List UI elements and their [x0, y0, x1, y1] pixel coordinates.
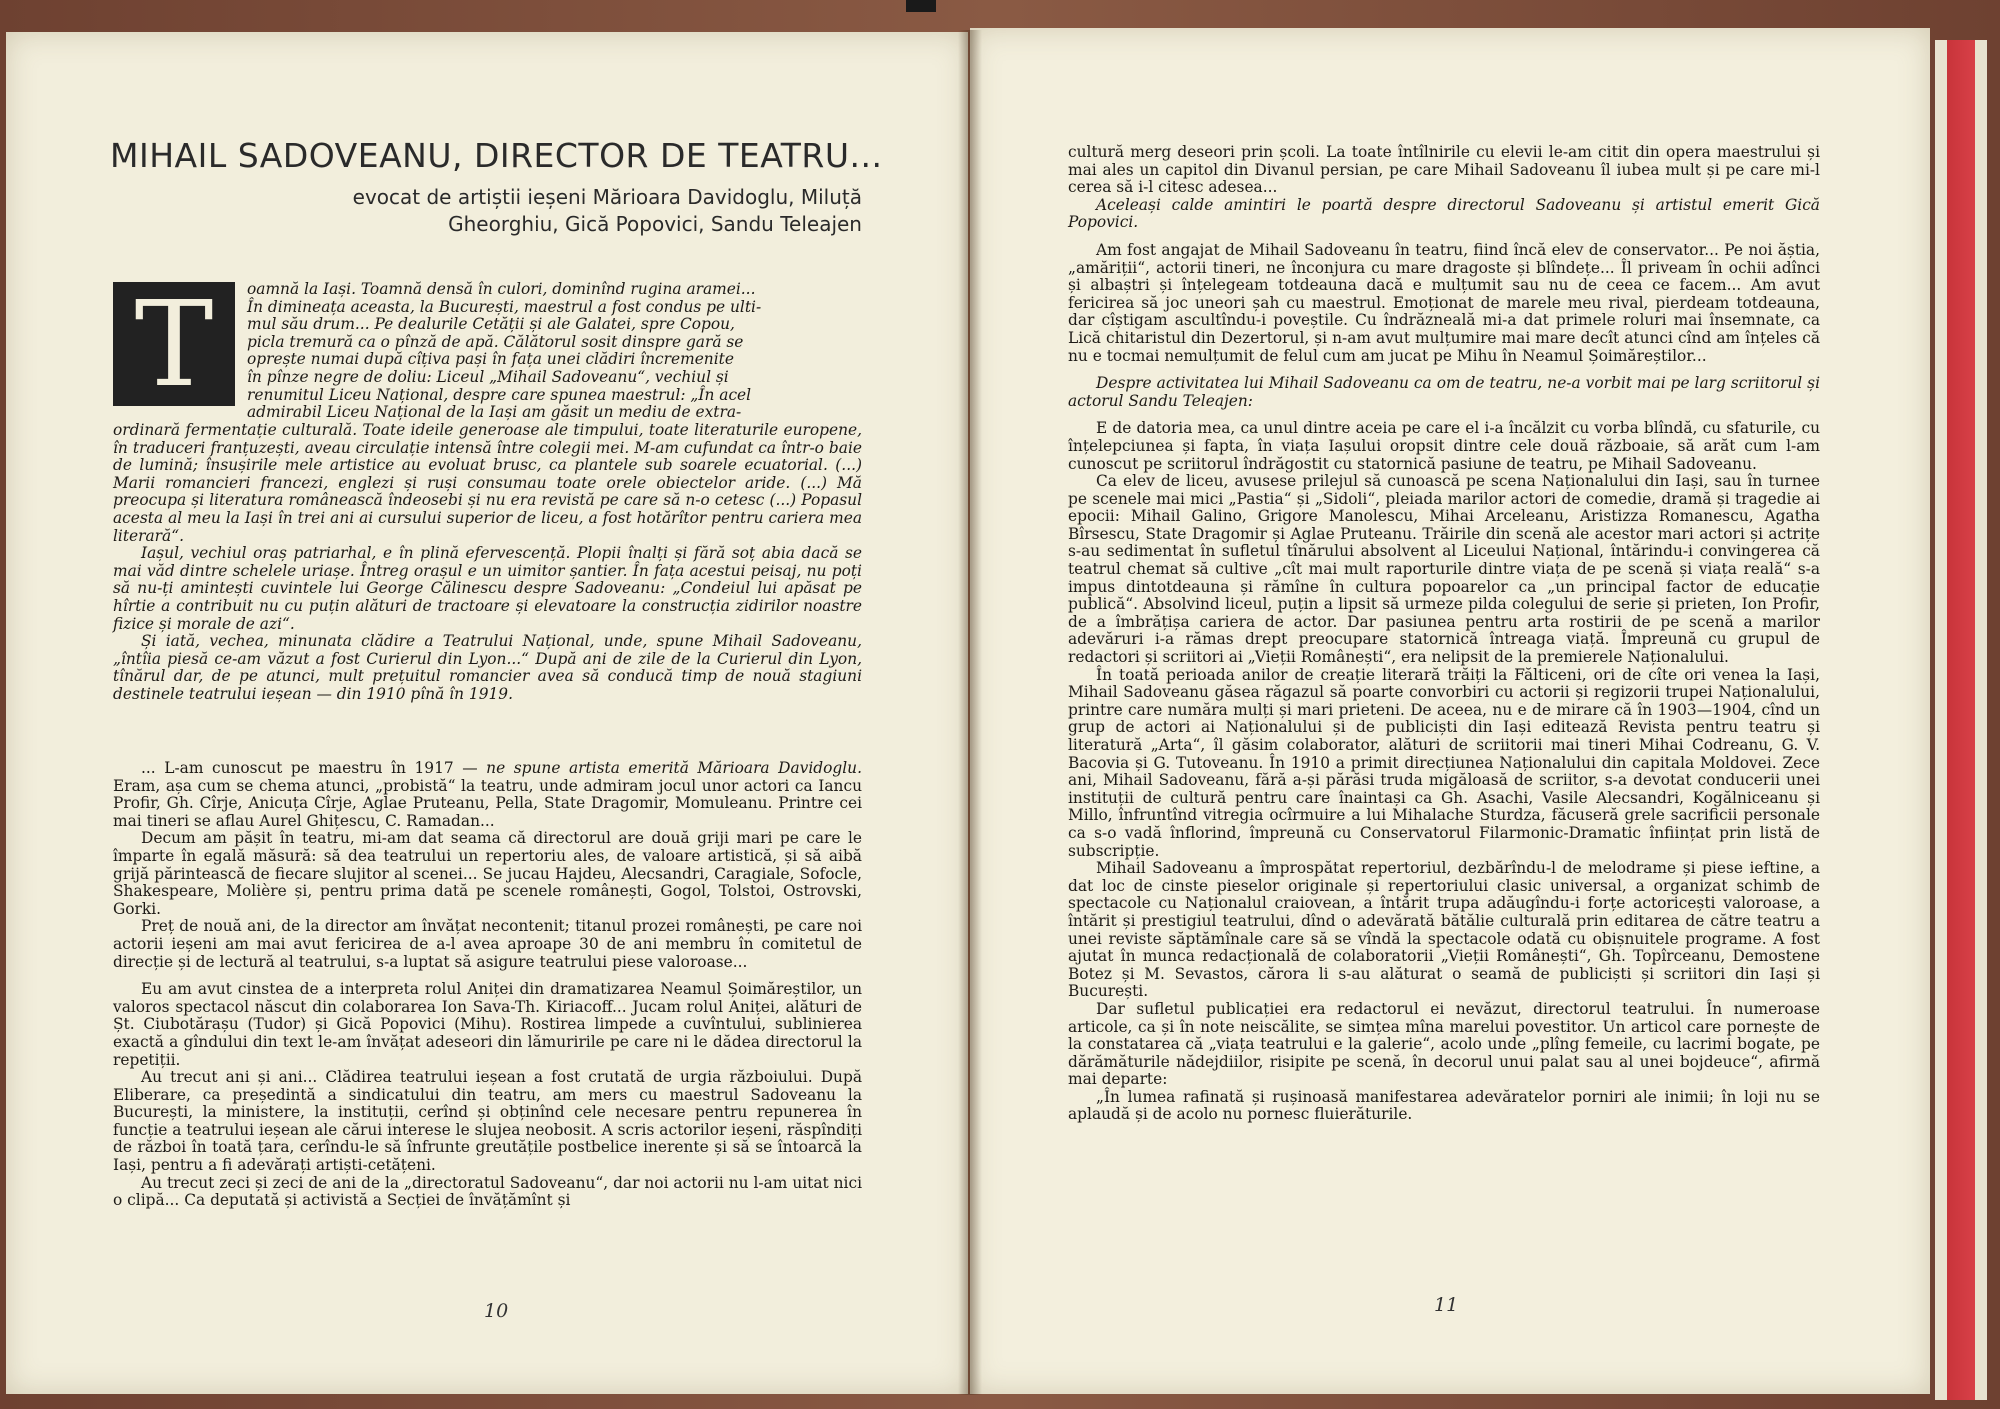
intro-line: picla tremură ca o pînză de apă. Călătorul sosit dinspre gară se [247, 332, 744, 351]
intro-line: în pînze negre de doliu: Liceul „Mihail Sadoveanu“, vechiul și [247, 367, 729, 386]
body-paragraph: „În lumea rafinată și rușinoasă manifestarea adevăratelor porniri ale inimii; în loji nu se aplaudă și de acolo nu pornesc fluierăturile. [1068, 1087, 1820, 1124]
page-number-right: 11 [1434, 1294, 1459, 1316]
body-paragraph: Mihail Sadoveanu a împrospătat repertoriul, dezbărîndu-l de melodrame și piese ieftine, a dat loc de cinste pieselor originale și repertoriului clasic universal, a organizat schimb de spectacole cu Naționalul craiovean, a întărit trupa adăugîndu-i forțe actoricești valoroase, a întărit și prestigiul teatrului, dînd o adevărată bătălie culturală prin editarea de către teatru a unei reviste săptămînale care să se vîndă la spectacole odată cu obișnuitele programe. A fost ajutat în munca redacțională de colaboratorii „Vieții Românești“, Gh. Topîrceanu, Demostene Botez și M. Sevastos, cărora li s-au alăturat o seamă de publiciști și scriitori din Iași și București. [1068, 859, 1820, 1001]
intro-paragraph: Iașul, vechiul oraș patriarhal, e în plină efervescență. Plopii înalți și fără soț abia dacă se mai văd dintre schelele uriașe. Întreg orașul e un uimitor șantier. În fața acestui peisaj, nu poți să nu-ți amintești cuvintele lui George Călinescu despre Sadoveanu: „Condeiul lui apăsat pe hîrtie a contribuit nu cu puțin alături de tractoare și elevatoare la construcția zidirilor noastre fizice și morale de azi“. [113, 544, 862, 633]
intro-line: oamnă la Iași. Toamnă densă în culori, dominînd rugina aramei... [247, 280, 756, 298]
davidoglu-opening [113, 760, 862, 830]
body-paragraph: E de datoria mea, ca unul dintre aceia pe care el i-a încălzit cu vorba blîndă, cu sfaturile, cu înțelepciunea și fapta, în viața Iașului oropsit dintre cele două războaie, să arăt cum l-am cunoscut pe scriitorul îndrăgostit cu statornică pasiune de teatru, pe Mihail Sadoveanu. [1068, 419, 1820, 473]
intro-line: oprește numai după cîțiva pași în fața unei clădiri încremenite [247, 350, 734, 369]
left-body [113, 760, 862, 1210]
top-edge-mark [906, 0, 936, 12]
intro-line: renumitul Liceu Național, despre care spunea maestrul: „În acel [247, 385, 752, 404]
body-paragraph: Preț de nouă ani, de la director am învățat necontenit; titanul prozei românești, pe care noi actorii ieșeni am mai avut fericirea de a-l avea aproape 30 de ani membru în comitetul de direcție și de lectură al teatrului, s-a luptat să asigure teatrului piese valoroase... [113, 917, 862, 971]
body-paragraph: Eu am avut cinstea de a interpreta rolul Aniței din dramatizarea Neamul Șoimăreștilor, un valoros spectacol născut din colaborarea Ion Sava-Th. Kiriacoff... Jucam rolul Aniței, alături de Șt. Ciubotărașu (Tudor) și Gică Popovici (Mihu). Rostirea limpede a cuvîntului, sublinierea exactă a gîndului din text le-am învățat adeseori din lămuririle pe care ni le dădea directorul la repetiții. [113, 980, 862, 1069]
body-paragraph: În toată perioada anilor de creație literară trăiți la Fălticeni, ori de cîte ori venea la Iași, Mihail Sadoveanu găsea răgazul să poarte convorbiri cu actorii și regizorii trupei Naționalului, printre care număra mulți și mari prieteni. De aceea, nu e de mirare că în 1903—1904, cînd un grup de actori ai Naționalului și de publiciști din Iași editează Revista pentru teatru și literatură „Arta“, îl găsim colaborator, alături de scriitorii mai tineri Mihai Codreanu, G. V. Bacovia și G. Tutoveanu. În 1910 a primit direcțiunea Naționalului din capitala Moldovei. Zece ani, Mihail Sadoveanu, fără a-și părăsi truda migăloasă de scriitor, s-a devotat conducerii unei instituții de cultură pentru care înaintași ca Gh. Asachi, Vasile Alecsandri, Kogălniceanu și Millo, înfruntînd vitregia ocîrmuire a lui Mihalache Sturdza, făcuseră grele sacrificii personale ca s-o vadă înflorind, împreună cu Conservatorul Filarmonic-Dramatic înființat prin listă de subscripție. [1068, 665, 1820, 860]
page-number-left: 10 [484, 1300, 509, 1322]
body-paragraph: Au trecut ani și ani... Clădirea teatrului ieșean a fost crutată de urgia războiului. După Eliberare, ca președintă a sindicatului din teatru, am mers cu maestrul Sadoveanu la București, la ministere, la instituții, cerînd și obținînd cele necesare pentru repunerea în funcție a teatrului ieșean ale cărui interese le slujea neobosit. A scris actorilor ieșeni, răspîndiți de război în toată țara, cerîndu-le să înfrunte greutățile postbelice inerente și să se întoarcă la Iași, pentru a fi adevărați artiști-cetățeni. [113, 1068, 862, 1175]
body-paragraph: Decum am pășit în teatru, mi-am dat seama că directorul are două griji mari pe care le împarte în egală măsură: să dea teatrului un repertoriu ales, de valoare artistică, și să aibă grijă părintească de fiecare slujitor al scenei... Se jucau Hajdeu, Alecsandri, Caragiale, Sofocle, Shakespeare, Molière și, pentru prima dată pe scenele românești, Gogol, Tolstoi, Ostrovski, Gorki. [113, 829, 862, 918]
book-cover-edge [1935, 40, 1987, 1400]
right-body [1068, 144, 1820, 1124]
intro-line: admirabil Liceu Național de la Iași am găsit un mediu de extra- [247, 403, 742, 422]
intro-body [113, 422, 862, 704]
italic-note: Despre activitatea lui Mihail Sadoveanu ca om de teatru, ne-a vorbit mai pe larg scriitorul și actorul Sandu Teleajen: [1068, 374, 1820, 410]
article-title: MIHAIL SADOVEANU, DIRECTOR DE TEATRU... [110, 136, 883, 175]
intro-wrapped-block [247, 281, 862, 422]
continued-paragraph: cultură merg deseori prin școli. La toate întîlnirile cu elevii le-am citit din opera maestrului și mai ales un capitol din Divanul persian, pe care Mihail Sadoveanu îl iubea mult și pe care mi-l cerea să i-l citesc adesea... [1068, 143, 1820, 197]
quote-intro: ... L-am cunoscut pe maestru în 1917 — [141, 759, 478, 777]
book-gutter [958, 30, 982, 1395]
intro-paragraph: Și iată, vechea, minunata clădire a Teatrului Național, unde, spune Mihail Sadoveanu, „întîia piesă ce-am văzut a fost Curierul din Lyon...“ După ani de zile de la Curierul din Lyon, tînărul dar, de pe atunci, mult prețuitul romancier avea să conducă timp de nouă stagiuni destinele teatrului ieșean — din 1910 pînă în 1919. [113, 632, 862, 703]
body-paragraph: Au trecut zeci și zeci de ani de la „directoratul Sadoveanu“, dar noi actorii nu l-am uitat nici o clipă... Ca deputată și activistă a Secției de învățămînt și [113, 1173, 862, 1210]
quote-text: Eram, așa cum se chema atunci, „probistă“ la teatru, unde admiram jocul unor actori ca Iancu Profir, Gh. Cîrje, Anicuța Cîrje, Aglae Pruteanu, Pella, State Dragomir, Momuleanu. Printre cei mai tineri se aflau Aurel Ghițescu, C. Ramadan... [113, 776, 862, 830]
popovici-paragraph: Am fost angajat de Mihail Sadoveanu în teatru, fiind încă elev de conservator... Pe noi ăștia, „amăriții“, actorii tineri, ne înconjura cu mare dragoste și blîndețe... Îl priveam în ochii adînci și albaștri și înțelegeam totdeauna dacă e mulțumit sau nu de ceea ce facem... Am avut fericirea să joc uneori șah cu maestrul. Emoționat de marele meu rival, pierdeam totdeauna, dar cîștigam ascultîndu-i poveștile. Cu îndrăzneală mi-a dat primele roluri mai însemnate, ca Lică chitaristul din Dezertorul, și n-am avut mulțumire mai mare decît atunci cînd am înțeles că nu e tocmai nemulțumit de felul cum am jucat pe Mihu în Neamul Șoimăreștilor... [1068, 240, 1820, 365]
body-paragraph: Dar sufletul publicației era redactorul ei nevăzut, directorul teatrului. În numeroase articole, ca și în note neiscălite, se simțea mîna marelui povestitor. Un articol care pornește de la constatarea că „viața teatrului e la galerie“, acolo unde „plîng femeile, cu lacrimi bogate, pe dărămăturile nădejdiilor, risipite pe scenă, în decorul unui palat sau al unei bojdeuce“, afirmă mai departe: [1068, 999, 1820, 1089]
body-paragraph: Ca elev de liceu, avusese prilejul să cunoască pe scena Naționalului din Iași, sau în turnee pe scenele mai mici „Pastia“ și „Sidoli“, pleiada marilor actori de comedie, dramă și tragedie ai epocii: Mihail Galino, Grigore Manolescu, Mihai Arceleanu, Aristizza Romanescu, Agatha Bîrsescu, State Dragomir și Aglae Pruteanu. Trăirile din scenă ale acestor mari actori și actrițe s-au sedimentat în sufletul tînărului absolvent al Liceului Național, întărindu-i convingerea că teatrul chemat să cultive „cît mai mult raporturile dintre viața de pe scenă și viața reală“ s-a impus dintotdeauna și rămîne în cultura popoarelor ca „un principal factor de educație publică“. Absolvind liceul, puțin a lipsit să urmeze pilda colegului de serie și prieten, Ion Profir, de a îmbrățișa cariera de actor. Dar pasiunea pentru arta rostirii de pe scenă a marilor adevăruri i-a rămas drept preocupare statornică întreaga viață. Împreună cu grupul de redactori și scriitori ai „Vieții Românești“, era nelipsit de la premierele Naționalului. [1068, 472, 1820, 667]
quote-attribution: ne spune artista emerită Mărioara Davidoglu. [486, 759, 862, 777]
intro-line: În dimineața aceasta, la București, maestrul a fost condus pe ulti- [247, 297, 762, 316]
italic-note: Aceleași calde amintiri le poartă despre directorul Sadoveanu și artistul emerit Gică Popovici. [1068, 195, 1820, 232]
intro-paragraph: ordinară fermentație culturală. Toate ideile generoase ale timpului, toate literaturile europene, în traduceri franțuzești, aveau circulație intensă între colegii mei. M-am cufundat ca într-o baie de lumină; însușirile mele artistice au evoluat brusc, ca plantele sub soarele ecuatorial. (...) Marii romancieri francezi, englezi și ruși consumau toate orele obiectelor aride. (...) Mă preocupa și literatura românească îndeosebi și nu era revistă pe care să n-o cetesc (...) Popasul acesta al meu la Iași în trei ani ai cursului superior de liceu, a fost hotărîtor pentru cariera mea literară“. [113, 421, 862, 545]
drop-cap: T [113, 282, 235, 406]
intro-line: mul său drum... Pe dealurile Cetății și ale Galatei, spre Copou, [247, 315, 735, 334]
article-subtitle: evocat de artiștii ieșeni Mărioara Davidoglu, Miluță Gheorghiu, Gică Popovici, Sandu Teleajen [352, 185, 862, 236]
